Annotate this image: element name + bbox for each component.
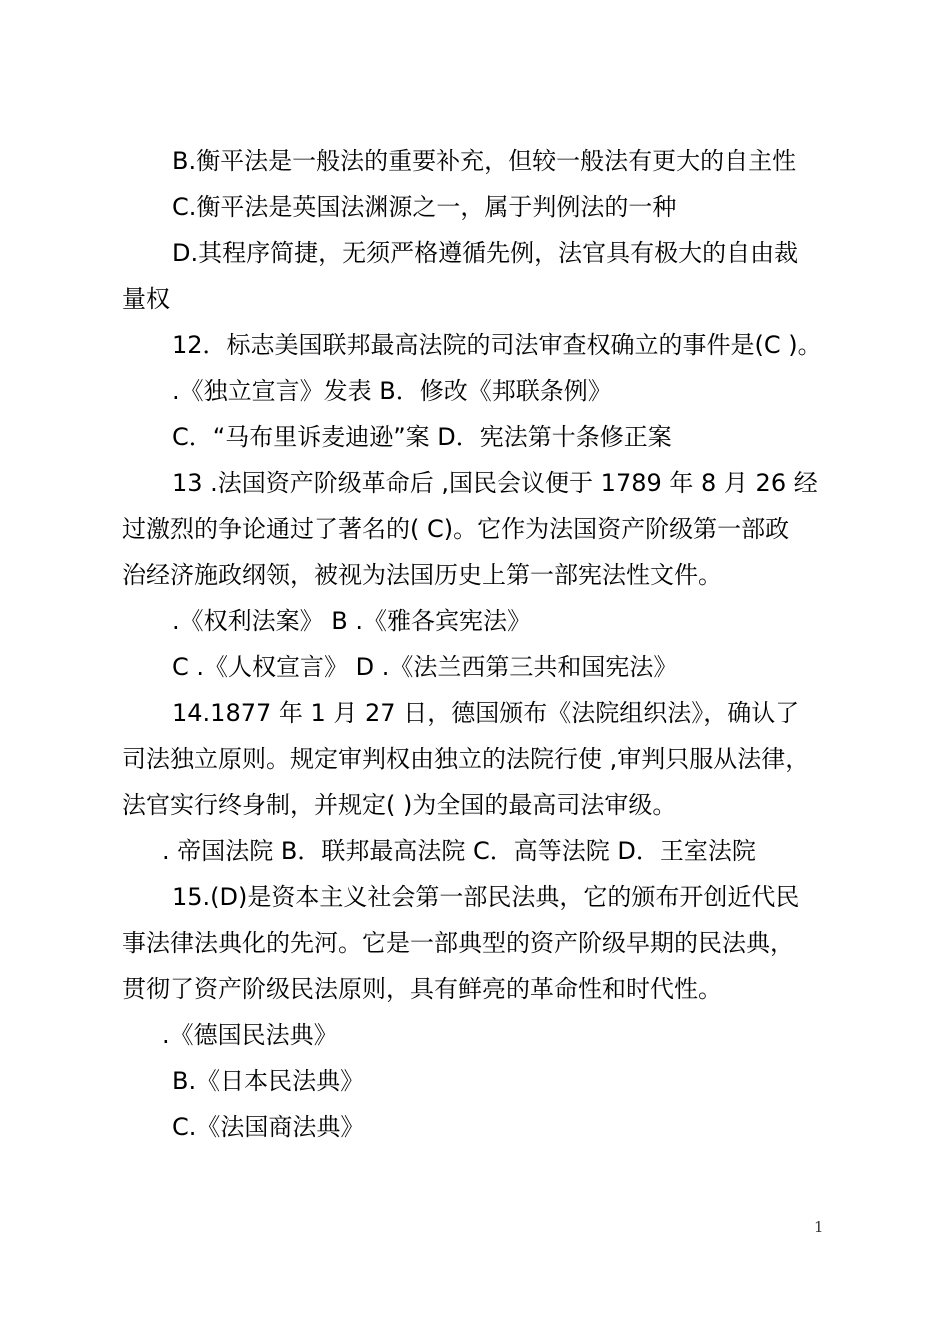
option-line: C.《法国商法典》 xyxy=(172,1113,365,1141)
continuation-line: 司法独立原则。规定审判权由独立的法院行使 ,审判只服从法律， xyxy=(122,745,810,773)
question-14: 14.1877 年 1 月 27 日，德国颁布《法院组织法》，确认了 xyxy=(172,699,800,727)
option-line: C.衡平法是英国法渊源之一，属于判例法的一种 xyxy=(172,193,677,221)
option-line: C .《人权宣言》 D .《法兰西第三共和国宪法》 xyxy=(172,653,678,681)
option-line: .《独立宣言》发表 B．修改《邦联条例》 xyxy=(172,377,612,405)
question-13: 13 .法国资产阶级革命后 ,国民会议便于 1789 年 8 月 26 经 xyxy=(172,469,818,497)
option-line: C．“马布里诉麦迪逊”案 D．宪法第十条修正案 xyxy=(172,423,672,451)
continuation-line: 治经济施政纲领，被视为法国历史上第一部宪法性文件。 xyxy=(122,561,722,589)
option-line: B.《日本民法典》 xyxy=(172,1067,365,1095)
document-body xyxy=(122,138,834,1150)
option-line: .《德国民法典》 xyxy=(162,1021,338,1049)
option-line: B.衡平法是一般法的重要补充，但较一般法有更大的自主性 xyxy=(172,147,797,175)
question-15: 15.(D)是资本主义社会第一部民法典，它的颁布开创近代民 xyxy=(172,883,800,911)
option-line: D.其程序简捷，无须严格遵循先例，法官具有极大的自由裁 xyxy=(172,239,799,267)
page-number: 1 xyxy=(814,1218,824,1236)
option-line: . 帝国法院 B．联邦最高法院 C．高等法院 D．王室法院 xyxy=(162,837,756,865)
question-12: 12．标志美国联邦最高法院的司法审查权确立的事件是(C )。 xyxy=(172,331,822,359)
continuation-line: 事法律法典化的先河。它是一部典型的资产阶级早期的民法典， xyxy=(122,929,794,957)
continuation-line: 过激烈的争论通过了著名的( C)。它作为法国资产阶级第一部政 xyxy=(122,515,790,543)
continuation-line: 法官实行终身制，并规定( )为全国的最高司法审级。 xyxy=(122,791,677,819)
option-line: .《权利法案》 B .《雅各宾宪法》 xyxy=(172,607,531,635)
continuation-line: 量权 xyxy=(122,285,170,313)
continuation-line: 贯彻了资产阶级民法原则，具有鲜亮的革命性和时代性。 xyxy=(122,975,722,1003)
